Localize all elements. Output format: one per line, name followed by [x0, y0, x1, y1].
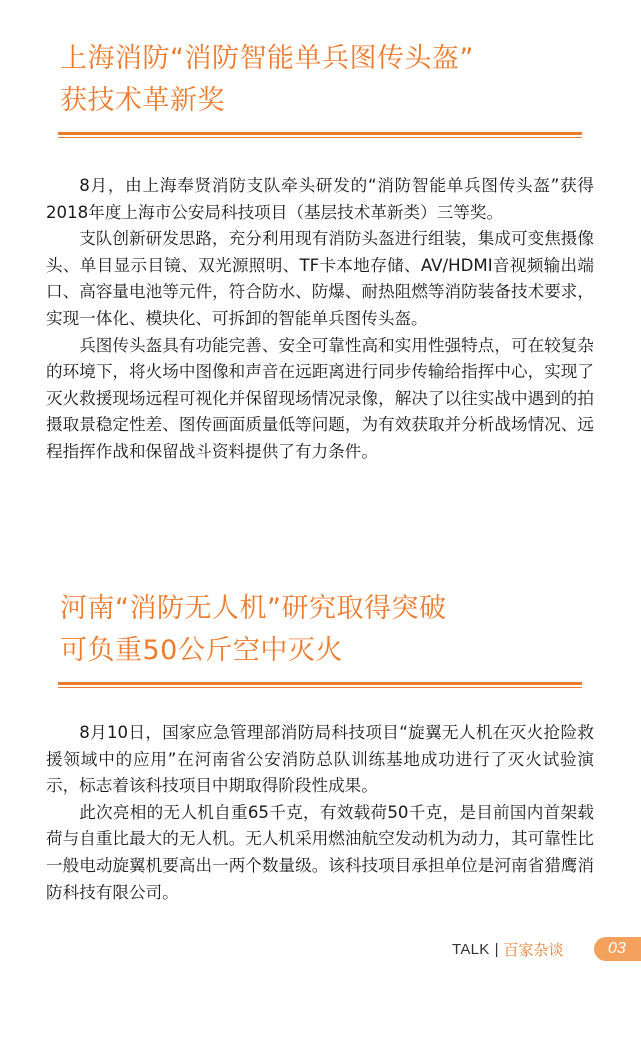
article-2-title: [60, 588, 446, 672]
article-1-body: [46, 173, 594, 466]
article-2-paragraph: 此次亮相的无人机自重65千克，有效载荷50千克，是目前国内首架载荷与自重比最大的无人机。无人机采用燃油航空发动机为动力，其可靠性比一般电动旋翼机要高出一两个数量级。该科技项目承担单位是河南省猎鹰消防科技有限公司。: [46, 802, 594, 902]
page-number-badge: [594, 937, 641, 961]
article-1-title-rule: [58, 132, 582, 138]
article-1-title-line-1: 上海消防“消防智能单兵图传头盔”: [60, 43, 474, 74]
article-2-paragraph: 8月10日，国家应急管理部消防局科技项目“旋翼无人机在灭火抢险救援领域中的应用”在河南省公安消防总队训练基地成功进行了灭火试验演示，标志着该科技项目中期取得阶段性成果。: [46, 723, 594, 796]
article-1-paragraph: 支队创新研发思路，充分利用现有消防头盔进行组装，集成可变焦摄像头、单目显示目镜、双光源照明、TF卡本地存储、AV/HDMI音视频输出端口、高容量电池等元件，符合防水、防爆、耐热阻燃等消防装备技术要求，实现一体化、模块化、可拆卸的智能单兵图传头盔。: [46, 229, 594, 328]
article-1-title-line-2: 获技术革新奖: [60, 85, 225, 116]
article-2-title-line-2: 可负重50公斤空中灭火: [60, 635, 343, 666]
page-footer: [452, 937, 641, 961]
footer-magazine-name: 百家杂谈: [503, 940, 564, 959]
article-1-paragraph: 兵图传头盔具有功能完善、安全可靠性高和实用性强特点，可在较复杂的环境下，将火场中图像和声音在远距离进行同步传输给指挥中心，实现了灭火救援现场远程可视化并保留现场情况录像，解决了以往实战中遇到的拍摄取景稳定性差、图传画面质量低等问题，为有效获取并分析战场情况、远程指挥作战和保留战斗资料提供了有力条件。: [46, 335, 594, 461]
footer-separator: |: [494, 940, 499, 958]
page-number: 03: [608, 940, 626, 957]
footer-talk-label: TALK: [452, 940, 490, 958]
article-1-paragraph: 8月，由上海奉贤消防支队牵头研发的“消防智能单兵图传头盔”获得2018年度上海市公安局科技项目（基层技术革新类）三等奖。: [46, 176, 594, 222]
article-2-body: [46, 720, 594, 906]
article-2-title-line-1: 河南“消防无人机”研究取得突破: [60, 593, 447, 624]
article-1-title: [60, 38, 474, 122]
article-2-title-rule: [58, 682, 582, 688]
